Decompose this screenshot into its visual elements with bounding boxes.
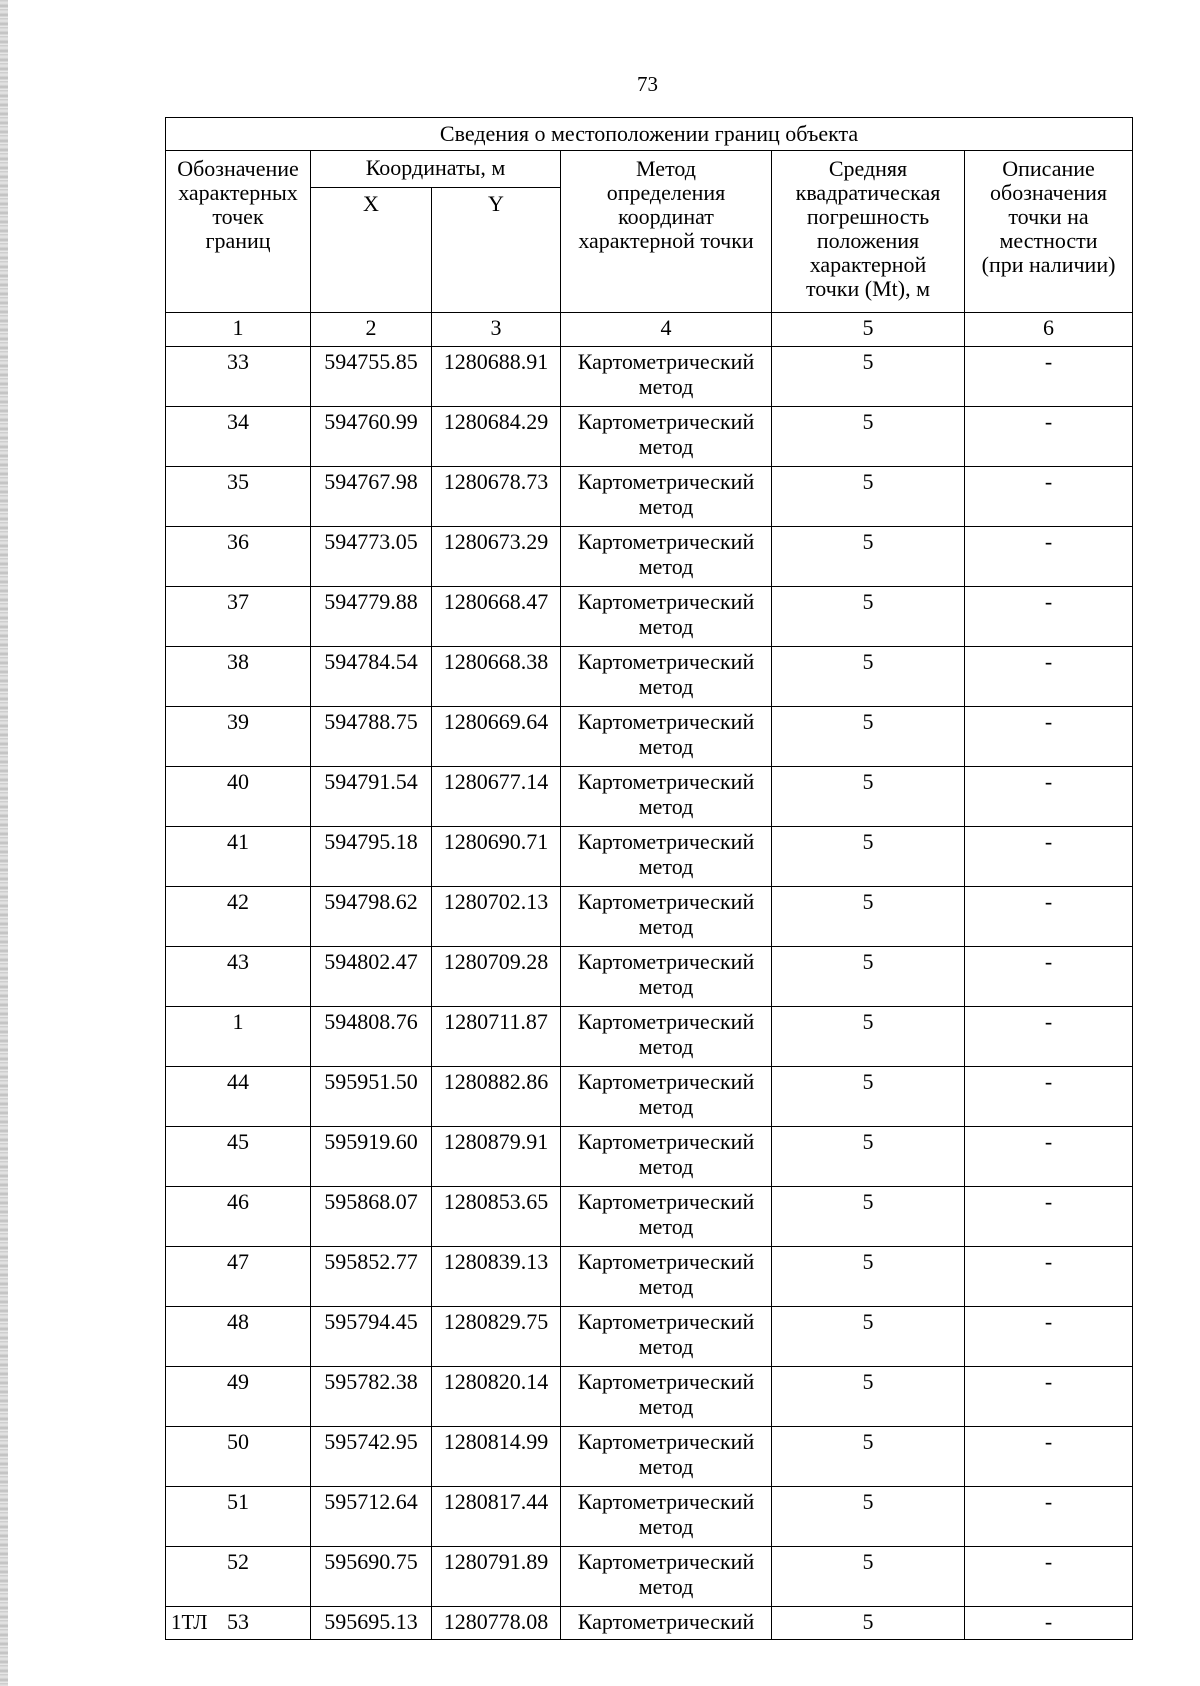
cell-point: 39 [166, 707, 311, 767]
cell-description: - [965, 527, 1133, 587]
cell-method: Картометрический метод [561, 1367, 772, 1427]
cell-point: 43 [166, 947, 311, 1007]
cell-description: - [965, 827, 1133, 887]
cell-point: 1 [166, 1007, 311, 1067]
cell-method: Картометрический метод [561, 647, 772, 707]
cell-error: 5 [772, 887, 965, 947]
cell-x: 594767.98 [311, 467, 432, 527]
cell-x: 594779.88 [311, 587, 432, 647]
cell-point: 49 [166, 1367, 311, 1427]
cell-x: 595868.07 [311, 1187, 432, 1247]
cell-x: 594773.05 [311, 527, 432, 587]
table-row [166, 947, 1133, 1007]
column-number: 5 [772, 313, 965, 347]
cell-y: 1280778.08 [432, 1607, 561, 1640]
table-row [166, 527, 1133, 587]
cell-description: - [965, 707, 1133, 767]
cell-y: 1280673.29 [432, 527, 561, 587]
header-error: Средняя квадратическая погрешность положения характерной точки (Mt), м [772, 151, 965, 313]
table-body [166, 347, 1133, 1640]
cell-y: 1280690.71 [432, 827, 561, 887]
table-row [166, 1307, 1133, 1367]
cell-point: 45 [166, 1127, 311, 1187]
cell-point: 35 [166, 467, 311, 527]
cell-point: 47 [166, 1247, 311, 1307]
cell-method: Картометрический метод [561, 1127, 772, 1187]
cell-point: 42 [166, 887, 311, 947]
cell-error: 5 [772, 1307, 965, 1367]
table-row [166, 467, 1133, 527]
header-y: Y [432, 188, 561, 313]
table-row [166, 647, 1133, 707]
table-row [166, 347, 1133, 407]
cell-point: 37 [166, 587, 311, 647]
cell-error: 5 [772, 587, 965, 647]
cell-error: 5 [772, 407, 965, 467]
cell-x: 595919.60 [311, 1127, 432, 1187]
cell-x: 594808.76 [311, 1007, 432, 1067]
cell-description: - [965, 647, 1133, 707]
cell-description: - [965, 1607, 1133, 1640]
cell-description: - [965, 1067, 1133, 1127]
column-number: 6 [965, 313, 1133, 347]
cell-method: Картометрический метод [561, 887, 772, 947]
cell-y: 1280879.91 [432, 1127, 561, 1187]
cell-method: Картометрический метод [561, 587, 772, 647]
cell-x: 595695.13 [311, 1607, 432, 1640]
cell-y: 1280702.13 [432, 887, 561, 947]
cell-y: 1280684.29 [432, 407, 561, 467]
cell-description: - [965, 767, 1133, 827]
cell-method: Картометрический метод [561, 827, 772, 887]
cell-point: 40 [166, 767, 311, 827]
header-coordinates: Координаты, м [311, 151, 561, 188]
cell-description: - [965, 1007, 1133, 1067]
cell-x: 594802.47 [311, 947, 432, 1007]
cell-method: Картометрический метод [561, 1067, 772, 1127]
cell-error: 5 [772, 1487, 965, 1547]
cell-point: 33 [166, 347, 311, 407]
cell-description: - [965, 407, 1133, 467]
cell-point: 46 [166, 1187, 311, 1247]
cell-point: 44 [166, 1067, 311, 1127]
header-method: Метод определения координат характерной точки [561, 151, 772, 313]
cell-point: 50 [166, 1427, 311, 1487]
table-row [166, 1427, 1133, 1487]
cell-method: Картометрический метод [561, 1007, 772, 1067]
table-row [166, 1367, 1133, 1427]
cell-description: - [965, 887, 1133, 947]
table-row [166, 887, 1133, 947]
table-row [166, 1487, 1133, 1547]
cell-x: 595742.95 [311, 1427, 432, 1487]
cell-description: - [965, 1547, 1133, 1607]
cell-error: 5 [772, 1067, 965, 1127]
cell-y: 1280668.38 [432, 647, 561, 707]
cell-error: 5 [772, 767, 965, 827]
cell-method: Картометрический метод [561, 767, 772, 827]
column-number: 4 [561, 313, 772, 347]
cell-y: 1280791.89 [432, 1547, 561, 1607]
cell-point: 36 [166, 527, 311, 587]
cell-x: 594784.54 [311, 647, 432, 707]
cell-method: Картометрический метод [561, 1187, 772, 1247]
cell-point: 53 [166, 1607, 311, 1640]
cell-error: 5 [772, 1547, 965, 1607]
cell-method: Картометрический метод [561, 467, 772, 527]
cell-error: 5 [772, 1247, 965, 1307]
scan-edge [0, 0, 8, 1686]
cell-method: Картометрический метод [561, 1487, 772, 1547]
cell-method: Картометрический метод [561, 347, 772, 407]
table-row [166, 1007, 1133, 1067]
column-number: 2 [311, 313, 432, 347]
cell-point: 52 [166, 1547, 311, 1607]
cell-y: 1280688.91 [432, 347, 561, 407]
cell-x: 595782.38 [311, 1367, 432, 1427]
cell-x: 595712.64 [311, 1487, 432, 1547]
cell-y: 1280829.75 [432, 1307, 561, 1367]
cell-description: - [965, 1127, 1133, 1187]
header-x: X [311, 188, 432, 313]
column-number: 1 [166, 313, 311, 347]
table-row [166, 1547, 1133, 1607]
cell-y: 1280668.47 [432, 587, 561, 647]
table-row [166, 407, 1133, 467]
table-row [166, 1187, 1133, 1247]
cell-y: 1280677.14 [432, 767, 561, 827]
cell-error: 5 [772, 1127, 965, 1187]
cell-error: 5 [772, 1367, 965, 1427]
page-number: 73 [637, 72, 658, 96]
cell-y: 1280839.13 [432, 1247, 561, 1307]
cell-y: 1280711.87 [432, 1007, 561, 1067]
cell-method: Картометрический метод [561, 527, 772, 587]
cell-description: - [965, 1307, 1133, 1367]
cell-method: Картометрический метод [561, 1307, 772, 1367]
cell-x: 595794.45 [311, 1307, 432, 1367]
cell-x: 594760.99 [311, 407, 432, 467]
cell-point: 48 [166, 1307, 311, 1367]
cell-x: 594798.62 [311, 887, 432, 947]
cell-description: - [965, 1247, 1133, 1307]
cell-method: Картометрический метод [561, 407, 772, 467]
cell-method: Картометрический метод [561, 947, 772, 1007]
cell-y: 1280882.86 [432, 1067, 561, 1127]
cell-error: 5 [772, 527, 965, 587]
column-number-row [166, 313, 1133, 347]
cell-x: 594791.54 [311, 767, 432, 827]
cell-error: 5 [772, 1007, 965, 1067]
table-row [166, 1247, 1133, 1307]
cell-error: 5 [772, 827, 965, 887]
cell-description: - [965, 587, 1133, 647]
cell-error: 5 [772, 647, 965, 707]
column-number: 3 [432, 313, 561, 347]
cell-point: 41 [166, 827, 311, 887]
cell-description: - [965, 1487, 1133, 1547]
table-row [166, 707, 1133, 767]
cell-x: 594788.75 [311, 707, 432, 767]
cell-x: 595951.50 [311, 1067, 432, 1127]
table-row [166, 767, 1133, 827]
header-point: Обозначение характерных точек границ [166, 151, 311, 313]
cell-method: Картометрический метод [561, 1547, 772, 1607]
cell-description: - [965, 947, 1133, 1007]
table-title: Сведения о местоположении границ объекта [166, 118, 1133, 151]
cell-error: 5 [772, 347, 965, 407]
cell-method: Картометрический метод [561, 1427, 772, 1487]
cell-description: - [965, 1427, 1133, 1487]
cell-y: 1280678.73 [432, 467, 561, 527]
cell-point: 51 [166, 1487, 311, 1547]
cell-method: Картометрический метод [561, 707, 772, 767]
table-row [166, 587, 1133, 647]
cell-point: 34 [166, 407, 311, 467]
cell-error: 5 [772, 467, 965, 527]
cell-description: - [965, 347, 1133, 407]
cell-x: 595852.77 [311, 1247, 432, 1307]
cell-y: 1280814.99 [432, 1427, 561, 1487]
cell-y: 1280669.64 [432, 707, 561, 767]
cell-method: Картометрический [561, 1607, 772, 1640]
cell-description: - [965, 467, 1133, 527]
cell-y: 1280709.28 [432, 947, 561, 1007]
cell-error: 5 [772, 1187, 965, 1247]
cell-method: Картометрический метод [561, 1247, 772, 1307]
table-row [166, 1067, 1133, 1127]
cell-error: 5 [772, 947, 965, 1007]
boundary-coordinates-table [165, 117, 1133, 1640]
cell-error: 5 [772, 1427, 965, 1487]
cell-description: - [965, 1187, 1133, 1247]
cell-error: 5 [772, 707, 965, 767]
cell-point: 38 [166, 647, 311, 707]
table-row [166, 827, 1133, 887]
cell-x: 595690.75 [311, 1547, 432, 1607]
cell-x: 594755.85 [311, 347, 432, 407]
cell-x: 594795.18 [311, 827, 432, 887]
cell-y: 1280820.14 [432, 1367, 561, 1427]
cell-description: - [965, 1367, 1133, 1427]
table-row [166, 1127, 1133, 1187]
cell-error: 5 [772, 1607, 965, 1640]
cell-y: 1280817.44 [432, 1487, 561, 1547]
table-row [166, 1607, 1133, 1640]
footer-mark: 1ТЛ [171, 1610, 208, 1634]
header-description: Описание обозначения точки на местности (при наличии) [965, 151, 1133, 313]
cell-y: 1280853.65 [432, 1187, 561, 1247]
